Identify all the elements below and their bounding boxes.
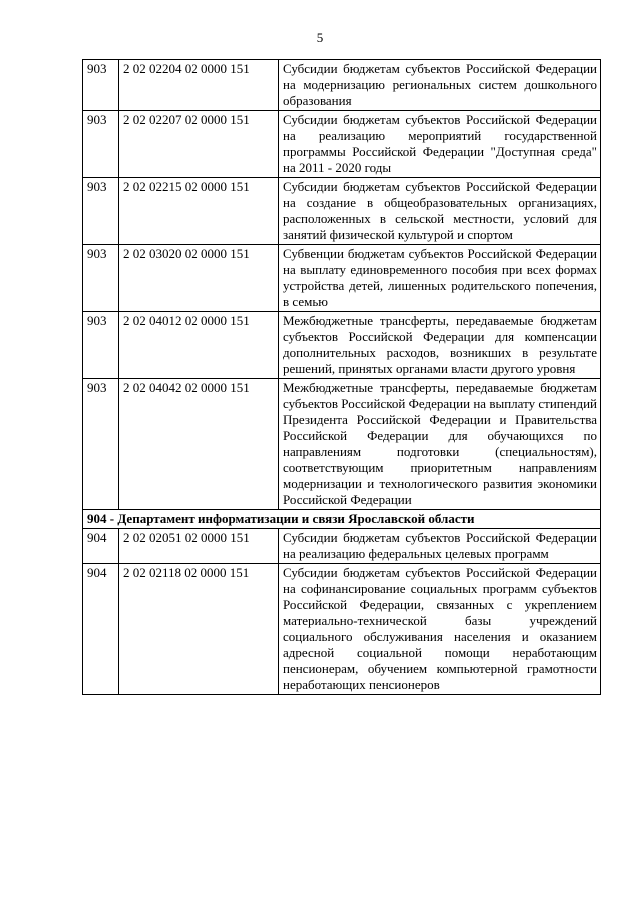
table-row <box>83 312 601 379</box>
description-cell: Субсидии бюджетам субъектов Российской Федерации на реализацию федеральных целевых программ <box>279 529 601 564</box>
budget-code-cell: 2 02 04042 02 0000 151 <box>119 379 279 510</box>
budget-code-cell: 2 02 04012 02 0000 151 <box>119 312 279 379</box>
budget-code-cell: 2 02 02204 02 0000 151 <box>119 60 279 111</box>
budget-code-cell: 2 02 02118 02 0000 151 <box>119 564 279 695</box>
budget-code-cell: 2 02 02207 02 0000 151 <box>119 111 279 178</box>
admin-code-cell: 903 <box>83 245 119 312</box>
budget-classification-table <box>82 59 601 695</box>
description-cell: Межбюджетные трансферты, передаваемые бюджетам субъектов Российской Федерации на выплату стипендий Президента Российской Федерации и Правительства Российской Федерации для обучающихся по направлениям подготовки (специальностям), соответствующим приоритетным направлениям модернизации и технологического развития экономики Российской Федерации <box>279 379 601 510</box>
description-cell: Субсидии бюджетам субъектов Российской Федерации на софинансирование социальных программ субъектов Российской Федерации, связанных с укреплением материально-технической базы учреждений социального обслуживания населения и оказанием адресной социальной помощи неработающим пенсионерам, обучением компьютерной грамотности неработающих пенсионеров <box>279 564 601 695</box>
description-cell: Субсидии бюджетам субъектов Российской Федерации на создание в общеобразовательных организациях, расположенных в сельской местности, условий для занятий физической культурой и спортом <box>279 178 601 245</box>
admin-code-cell: 904 <box>83 564 119 695</box>
table-row <box>83 60 601 111</box>
table-row <box>83 111 601 178</box>
description-cell: Субвенции бюджетам субъектов Российской Федерации на выплату единовременного пособия при всех формах устройства детей, лишенных родительского попечения, в семью <box>279 245 601 312</box>
table-row <box>83 529 601 564</box>
table-row <box>83 379 601 510</box>
table-row <box>83 245 601 312</box>
table-row <box>83 178 601 245</box>
admin-code-cell: 903 <box>83 312 119 379</box>
budget-code-cell: 2 02 02215 02 0000 151 <box>119 178 279 245</box>
section-header-row <box>83 510 601 529</box>
description-cell: Субсидии бюджетам субъектов Российской Федерации на модернизацию региональных систем дошкольного образования <box>279 60 601 111</box>
page-number: 5 <box>316 30 324 45</box>
admin-code-cell: 903 <box>83 60 119 111</box>
admin-code-cell: 903 <box>83 379 119 510</box>
description-cell: Межбюджетные трансферты, передаваемые бюджетам субъектов Российской Федерации для компенсации дополнительных расходов, возникших в результате решений, принятых органами власти другого уровня <box>279 312 601 379</box>
admin-code-cell: 903 <box>83 178 119 245</box>
section-title: 904 - Департамент информатизации и связи Ярославской области <box>83 510 601 529</box>
table-row <box>83 564 601 695</box>
budget-code-cell: 2 02 02051 02 0000 151 <box>119 529 279 564</box>
admin-code-cell: 903 <box>83 111 119 178</box>
description-cell: Субсидии бюджетам субъектов Российской Федерации на реализацию мероприятий государственной программы Российской Федерации "Доступная среда" на 2011 - 2020 годы <box>279 111 601 178</box>
admin-code-cell: 904 <box>83 529 119 564</box>
budget-code-cell: 2 02 03020 02 0000 151 <box>119 245 279 312</box>
